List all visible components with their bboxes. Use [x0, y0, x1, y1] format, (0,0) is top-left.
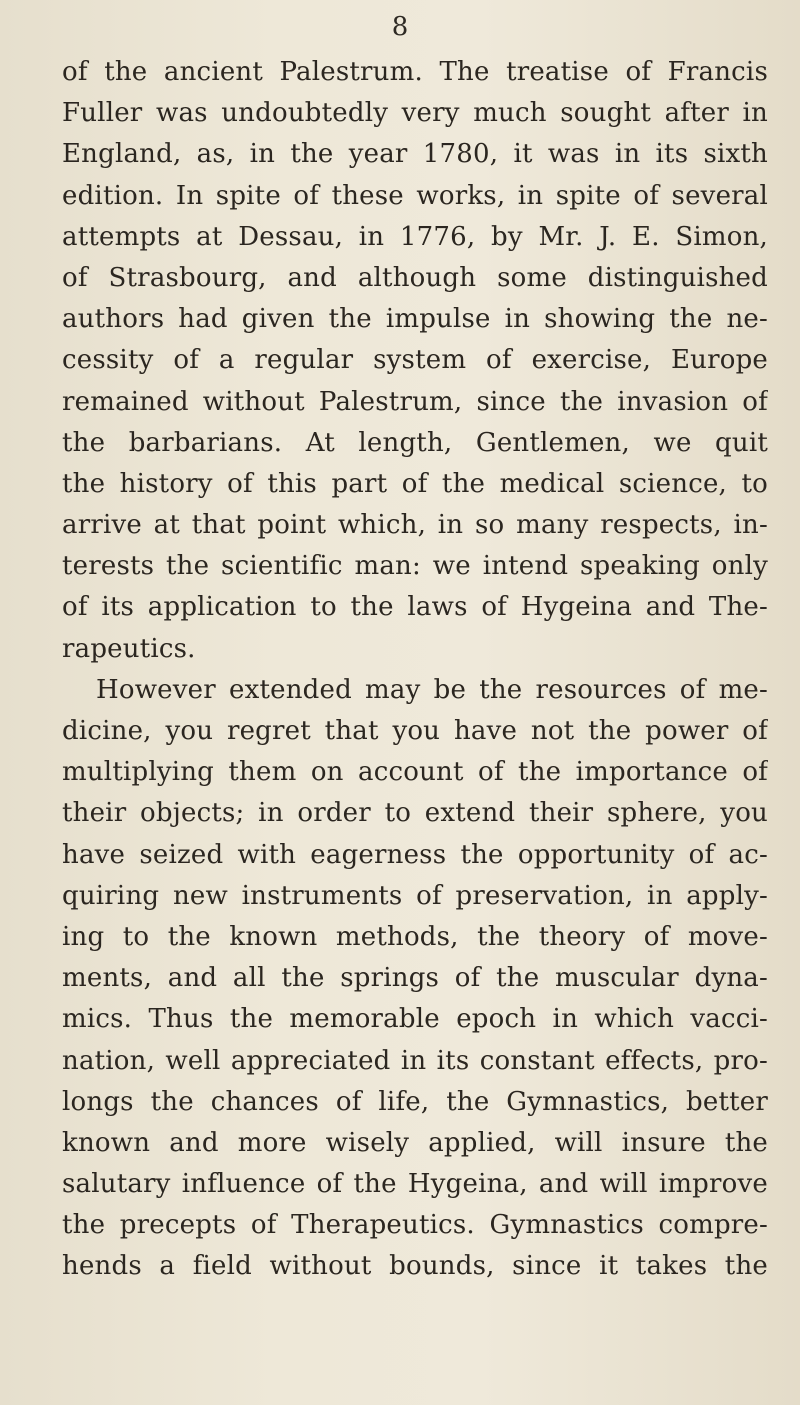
- text-line: nation, well appreciated in its constant effects, pro-: [62, 1045, 768, 1076]
- text-line: of its application to the laws of Hygeina and The-: [62, 592, 768, 623]
- text-line: salutary influence of the Hygeina, and will improve: [62, 1169, 768, 1200]
- text-line: cessity of a regular system of exercise, Europe: [62, 345, 768, 376]
- paragraph-end-line: rapeutics.: [62, 633, 196, 664]
- text-line: the precepts of Therapeutics. Gymnastics compre-: [62, 1210, 768, 1241]
- text-line: ments, and all the springs of the muscular dyna-: [62, 963, 768, 994]
- text-line: of the ancient Palestrum. The treatise of Francis: [62, 57, 768, 87]
- text-line: have seized with eagerness the opportunity of ac-: [62, 839, 768, 870]
- text-line: the barbarians. At length, Gentlemen, we quit: [62, 427, 768, 458]
- text-line: authors had given the impulse in showing the ne-: [62, 304, 768, 335]
- text-line: ing to the known methods, the theory of move-: [62, 921, 768, 952]
- paragraph-start-line: However extended may be the resources of me-: [96, 674, 768, 705]
- text-line: attempts at Dessau, in 1776, by Mr. J. E. Simon,: [62, 221, 768, 252]
- text-line: England, as, in the year 1780, it was in its sixth: [62, 139, 768, 170]
- text-line: multiplying them on account of the importance of: [62, 757, 768, 788]
- text-line: known and more wisely applied, will insure the: [62, 1127, 768, 1158]
- text-line: terests the scientific man: we intend speaking only: [62, 551, 768, 582]
- body-text: [62, 52, 768, 1288]
- text-line: arrive at that point which, in so many respects, in-: [62, 510, 768, 541]
- text-line: dicine, you regret that you have not the power of: [62, 716, 768, 746]
- text-line: Fuller was undoubtedly very much sought after in: [62, 98, 768, 129]
- page-number: 8: [391, 12, 409, 42]
- text-line: mics. Thus the memorable epoch in which vacci-: [62, 1004, 768, 1035]
- text-line: the history of this part of the medical science, to: [62, 468, 768, 499]
- text-line: hends a field without bounds, since it takes the: [62, 1251, 768, 1282]
- text-line: remained without Palestrum, since the invasion of: [62, 386, 768, 417]
- text-line: longs the chances of life, the Gymnastics, better: [62, 1086, 768, 1117]
- text-line: quiring new instruments of preservation, in apply-: [62, 880, 768, 911]
- text-line: of Strasbourg, and although some distinguished: [62, 262, 768, 293]
- text-line: edition. In spite of these works, in spite of several: [62, 180, 768, 211]
- text-line: their objects; in order to extend their sphere, you: [62, 798, 768, 829]
